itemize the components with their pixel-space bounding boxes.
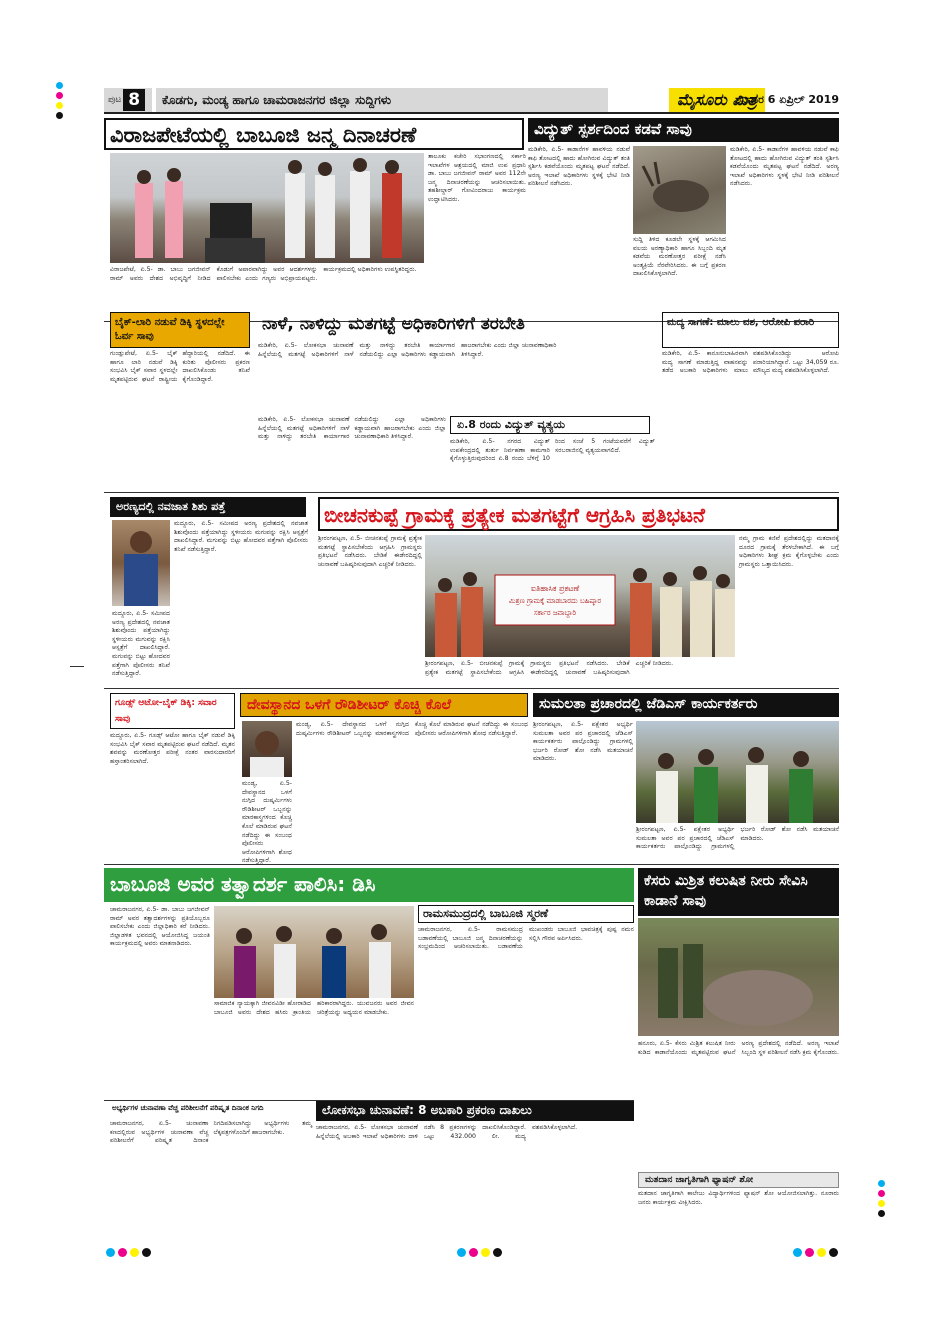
story-17-body: ಮತದಾನ ಜಾಗೃತಿಗಾಗಿ ಕಾಲೇಜು ವಿದ್ಯಾರ್ಥಿಗಳಿಂದ ಫ್ಯಾಷನ್ ಶೋ ಆಯೋಜಿಸಲಾಗಿತ್ತು. ನೂರಾರು ಜನರು ಕಾರ್ಯಕ್ರಮ ವೀಕ್ಷಿಸಿದರು.	[638, 1190, 839, 1206]
registration-dot-cyan	[793, 1248, 802, 1257]
story-7-body-continued: ಮದ್ದೂರು, ಏ.5- ಸಮೀಪದ ಅರಣ್ಯ ಪ್ರದೇಶದಲ್ಲಿ ನವಜಾತ ಶಿಶುವೊಂದು ಪತ್ತೆಯಾಗಿದ್ದು ಸ್ಥಳೀಯರು ಮಗುವನ್ನು ರಕ್ಷಿಸಿ ಆಸ್ಪತ್ರೆಗೆ ದಾಖಲಿಸಿದ್ದಾರೆ. ಮಗುವನ್ನು ಬಿಟ್ಟು ಹೋದವರ ಪತ್ತೆಗಾಗಿ ಪೊಲೀಸರು ತನಿಖೆ ನಡೆಸುತ್ತಿದ್ದಾರೆ.	[112, 610, 170, 678]
headline-3: ಬೈಕ್-ಲಾರಿ ನಡುವೆ ಡಿಕ್ಕಿ ಸ್ಥಳದಲ್ಲೇ ಓರ್ವ ಸಾವು	[110, 312, 250, 348]
story-8-column-1: ಶ್ರೀರಂಗಪಟ್ಟಣ, ಏ.5- ಬೀಚನಕುಪ್ಪೆ ಗ್ರಾಮಕ್ಕೆ ಪ್ರತ್ಯೇಕ ಮತಗಟ್ಟೆ ಸ್ಥಾಪಿಸಬೇಕೆಂದು ಆಗ್ರಹಿಸಿ ಗ್ರಾಮಸ್ಥರು ಪ್ರತಿಭಟನೆ ನಡೆಸಿದರು. ಬೇಡಿಕೆ ಈಡೇರದಿದ್ದಲ್ಲಿ ಚುನಾವಣೆ ಬಹಿಷ್ಕರಿಸುವುದಾಗಿ ಎಚ್ಚರಿಕೆ ನೀಡಿದರು.	[318, 535, 422, 568]
headline-5	[662, 312, 839, 348]
story-6-body: ಮಡಿಕೇರಿ, ಏ.5- ನಗರದ ವಿದ್ಯುತ್ ಉಪಕೇಂದ್ರದಲ್ಲಿ ತುರ್ತು ನಿರ್ವಹಣಾ ಕಾಮಗಾರಿ ಕೈಗೊಳ್ಳುತ್ತಿರುವುದರಿಂದ ಏ.8 ರಂದು ಬೆಳಿಗ್ಗೆ 10 ರಿಂದ ಸಂಜೆ 5 ಗಂಟೆಯವರೆಗೆ ವಿದ್ಯುತ್ ಸರಬರಾಜಿನಲ್ಲಿ ವ್ಯತ್ಯಯವಾಗಲಿದೆ.	[450, 438, 655, 463]
page-header	[104, 88, 839, 114]
headline-1: ವಿರಾಜಪೇಟೆಯಲ್ಲಿ ಬಾಬೂಜಿ ಜನ್ಮ ದಿನಾಚರಣೆ	[104, 118, 524, 150]
registration-dot-magenta	[118, 1248, 127, 1257]
story-12-column-1: ಚಾಮರಾಜನಗರ, ಏ.5- ಡಾ. ಬಾಬು ಜಗಜೀವನ್ ರಾಮ್ ಅವರ ತತ್ವಾದರ್ಶಗಳನ್ನು ಪ್ರತಿಯೊಬ್ಬರೂ ಪಾಲಿಸಬೇಕು ಎಂದು ಜಿಲ್ಲಾಧಿಕಾರಿ ಕರೆ ನೀಡಿದರು. ಜಿಲ್ಲಾಡಳಿತ ಭವನದಲ್ಲಿ ಆಯೋಜಿಸಿದ್ದ ಜಯಂತಿ ಕಾರ್ಯಕ್ರಮದಲ್ಲಿ ಅವರು ಮಾತನಾಡಿದರು.	[110, 906, 210, 948]
registration-dot-black	[142, 1248, 151, 1257]
headline-10: ದೇವಸ್ಥಾನದ ಒಳಗೆ ರೌಡಿಶೀಟರ್ ಕೊಚ್ಚಿ ಕೊಲೆ	[240, 693, 528, 717]
headline-15: ಅಭ್ಯರ್ಥಿಗಳ ಚುನಾವಣಾ ವೆಚ್ಚ ಪರಿಶೀಲನೆಗೆ ಪರಿಷ್ಕೃತ ದಿನಾಂಕ ನಿಗದಿ	[112, 1104, 264, 1112]
story-12-column-2: ಸಾಮಾಜಿಕ ನ್ಯಾಯಕ್ಕಾಗಿ ಜೀವನವಿಡೀ ಹೋರಾಡಿದ ಬಾಬೂಜಿ ಅವರು ದೇಶದ ಹಸಿರು ಕ್ರಾಂತಿಯ ಹರಿಕಾರರಾಗಿದ್ದರು. ಯುವಜನರು ಅವರ ಜೀವನ ಚರಿತ್ರೆಯನ್ನು ಅಧ್ಯಯನ ಮಾಡಬೇಕು.	[214, 1000, 414, 1016]
photo-village-protest	[425, 535, 735, 657]
registration-dot-magenta	[878, 1190, 885, 1197]
story-2-column-1: ಮಡಿಕೇರಿ, ಏ.5- ಕಾಡಾನೆಗಳ ಹಾವಳಿಯ ನಡುವೆ ಕಾಫಿ ತೋಟದಲ್ಲಿ ಹಾದು ಹೋಗಿರುವ ವಿದ್ಯುತ್ ತಂತಿ ಸ್ಪರ್ಶಿಸಿ ಕಡವೆಯೊಂದು ಮೃತಪಟ್ಟ ಘಟನೆ ನಡೆದಿದೆ. ಅರಣ್ಯ ಇಲಾಖೆ ಅಧಿಕಾರಿಗಳು ಸ್ಥಳಕ್ಕೆ ಭೇಟಿ ನೀಡಿ ಪರಿಶೀಲನೆ ನಡೆಸಿದರು.	[528, 146, 630, 188]
story-2-column-3: ಮಡಿಕೇರಿ, ಏ.5- ಕಾಡಾನೆಗಳ ಹಾವಳಿಯ ನಡುವೆ ಕಾಫಿ ತೋಟದಲ್ಲಿ ಹಾದು ಹೋಗಿರುವ ವಿದ್ಯುತ್ ತಂತಿ ಸ್ಪರ್ಶಿಸಿ ಕಡವೆಯೊಂದು ಮೃತಪಟ್ಟ ಘಟನೆ ನಡೆದಿದೆ. ಅರಣ್ಯ ಇಲಾಖೆ ಅಧಿಕಾರಿಗಳು ಸ್ಥಳಕ್ಕೆ ಭೇಟಿ ನೀಡಿ ಪರಿಶೀಲನೆ ನಡೆಸಿದರು.	[730, 146, 839, 188]
banner-line-1: ಐತಿಹಾಸಿಕ ಪ್ರಕಟಣೆ	[530, 584, 580, 593]
registration-dot-cyan	[56, 82, 63, 89]
photo-newborn-rescue	[112, 520, 170, 606]
story-11-column-2: ಶ್ರೀರಂಗಪಟ್ಟಣ, ಏ.5- ಪಕ್ಷೇತರ ಅಭ್ಯರ್ಥಿ ಸುಮಲತಾ ಅವರ ಪರ ಪ್ರಚಾರದಲ್ಲಿ ಜೆಡಿಎಸ್ ಕಾರ್ಯಕರ್ತರು ಪಾಲ್ಗೊಂಡಿದ್ದು ಗ್ರಾಮಗಳಲ್ಲಿ ಭರ್ಜರಿ ರೋಡ್ ಶೋ ನಡೆಸಿ ಮತಯಾಚನೆ ಮಾಡಿದರು.	[636, 826, 839, 851]
headline-16	[316, 1101, 634, 1121]
headline-8: ಬೀಚನಕುಪ್ಪೆ ಗ್ರಾಮಕ್ಕೆ ಪ್ರತ್ಯೇಕ ಮತಗಟ್ಟೆಗೆ ಆಗ್ರಹಿಸಿ ಪ್ರತಿಭಟನೆ	[318, 497, 839, 531]
story-4-body: ಮಡಿಕೇರಿ, ಏ.5- ಲೋಕಸಭಾ ಚುನಾವಣೆ ಹಿನ್ನೆಲೆಯಲ್ಲಿ ಮತಗಟ್ಟೆ ಅಧಿಕಾರಿಗಳಿಗೆ ನಾಳೆ ಮತ್ತು ನಾಳಿದ್ದು ತರಬೇತಿ ಕಾರ್ಯಾಗಾರ ನಡೆಯಲಿದ್ದು ಎಲ್ಲಾ ಅಧಿಕಾರಿಗಳು ಕಡ್ಡಾಯವಾಗಿ ಹಾಜರಾಗಬೇಕು ಎಂದು ಜಿಲ್ಲಾ ಚುನಾವಣಾಧಿಕಾರಿ ತಿಳಿಸಿದ್ದಾರೆ.	[258, 342, 557, 358]
issue-date: ಶನಿವಾರ 6 ಏಪ್ರಿಲ್ 2019	[735, 93, 839, 106]
headline-9	[110, 693, 235, 729]
headline-17: ಮತದಾನ ಜಾಗೃತಿಗಾಗಿ ಫ್ಯಾಷನ್ ಶೋ	[638, 1172, 839, 1188]
registration-dot-black	[829, 1248, 838, 1257]
story-4-body-continued: ಮಡಿಕೇರಿ, ಏ.5- ಲೋಕಸಭಾ ಚುನಾವಣೆ ಹಿನ್ನೆಲೆಯಲ್ಲಿ ಮತಗಟ್ಟೆ ಅಧಿಕಾರಿಗಳಿಗೆ ನಾಳೆ ಮತ್ತು ನಾಳಿದ್ದು ತರಬೇತಿ ಕಾರ್ಯಾಗಾರ ನಡೆಯಲಿದ್ದು ಎಲ್ಲಾ ಅಧಿಕಾರಿಗಳು ಕಡ್ಡಾಯವಾಗಿ ಹಾಜರಾಗಬೇಕು ಎಂದು ಜಿಲ್ಲಾ ಚುನಾವಣಾಧಿಕಾರಿ ತಿಳಿಸಿದ್ದಾರೆ.	[258, 416, 446, 441]
headline-9-text: ಗೂಡ್ಸ್ ಆಟೋ-ಬೈಕ್ ಡಿಕ್ಕಿ: ಸವಾರ ಸಾವು	[115, 698, 217, 724]
photo-victim	[242, 721, 292, 777]
photo-campaign-rally	[636, 721, 839, 823]
headline-4: ನಾಳೆ, ನಾಳಿದ್ದು ಮತಗಟ್ಟೆ ಅಧಿಕಾರಿಗಳಿಗೆ ತರಬೇತಿ	[262, 314, 525, 334]
headline-11: ಸುಮಲತಾ ಪ್ರಚಾರದಲ್ಲಿ ಜೆಡಿಎಸ್ ಕಾರ್ಯಕರ್ತರು	[533, 693, 839, 717]
registration-dot-cyan	[457, 1248, 466, 1257]
story-7-body: ಮದ್ದೂರು, ಏ.5- ಸಮೀಪದ ಅರಣ್ಯ ಪ್ರದೇಶದಲ್ಲಿ ನವಜಾತ ಶಿಶುವೊಂದು ಪತ್ತೆಯಾಗಿದ್ದು ಸ್ಥಳೀಯರು ಮಗುವನ್ನು ರಕ್ಷಿಸಿ ಆಸ್ಪತ್ರೆಗೆ ದಾಖಲಿಸಿದ್ದಾರೆ. ಮಗುವನ್ನು ಬಿಟ್ಟು ಹೋದವರ ಪತ್ತೆಗಾಗಿ ಪೊಲೀಸರು ತನಿಖೆ ನಡೆಸುತ್ತಿದ್ದಾರೆ.	[174, 520, 308, 553]
registration-dot-yellow	[56, 102, 63, 109]
registration-dot-magenta	[469, 1248, 478, 1257]
registration-dot-yellow	[817, 1248, 826, 1257]
story-2-column-2: ಸುದ್ದಿ ತಿಳಿದ ಕೂಡಲೇ ಸ್ಥಳಕ್ಕೆ ಆಗಮಿಸಿದ ವಲಯ ಅರಣ್ಯಾಧಿಕಾರಿ ಹಾಗೂ ಸಿಬ್ಬಂದಿ ಮೃತ ಕಡವೆಯ ಮರಣೋತ್ತರ ಪರೀಕ್ಷೆ ನಡೆಸಿ ಅಂತ್ಯಕ್ರಿಯೆ ನೆರವೇರಿಸಿದರು. ಈ ಬಗ್ಗೆ ಪ್ರಕರಣ ದಾಖಲಿಸಿಕೊಳ್ಳಲಾಗಿದೆ.	[633, 236, 726, 278]
photo-jayanti-event	[110, 153, 424, 263]
story-1-column-2: ವಿರಾಜಪೇಟೆ, ಏ.5- ಡಾ. ಬಾಬು ಜಗಜೀವನ್ ರಾಮ್ ಅವರು ದೇಶದ ಅಭಿವೃದ್ಧಿಗೆ ನೀಡಿದ ಕೊಡುಗೆ ಅಪಾರವಾಗಿದ್ದು ಅವರ ಆದರ್ಶಗಳನ್ನು ಪಾಲಿಸಬೇಕು ಎಂದು ಗಣ್ಯರು ಅಭಿಪ್ರಾಯಪಟ್ಟರು. ಕಾರ್ಯಕ್ರಮದಲ್ಲಿ ಅಧಿಕಾರಿಗಳು ಉಪಸ್ಥಿತರಿದ್ದರು.	[110, 266, 417, 282]
page-number-box	[104, 88, 152, 112]
registration-dot-cyan	[878, 1180, 885, 1187]
banner-line-2: ಮಿಶ್ರಣ ಗ್ರಾಮಕ್ಕೆ ಮಾಡಬಾರದು ಬಹಿಷ್ಕಾರ	[508, 597, 602, 605]
section-title: ಕೊಡಗು, ಮಂಡ್ಯ ಹಾಗೂ ಚಾಮರಾಜನಗರ ಜಿಲ್ಲಾ ಸುದ್ದಿಗಳು	[156, 88, 608, 112]
story-1-column-1: ತಾಲೂಕು ಕಚೇರಿ ಸಭಾಂಗಣದಲ್ಲಿ ಸರ್ಕಾರಿ ಇಲಾಖೆಗಳ ಆಶ್ರಯದಲ್ಲಿ ಮಾಜಿ ಉಪ ಪ್ರಧಾನಿ ಡಾ. ಬಾಬು ಜಗಜೀವನ್ ರಾಮ್ ಅವರ 112ನೇ ಜನ್ಮ ದಿನಾಚರಣೆಯನ್ನು ಆಚರಿಸಲಾಯಿತು. ತಹಶೀಲ್ದಾರ್ ಗೋವಿಂದರಾಜು ಕಾರ್ಯಕ್ರಮ ಉದ್ಘಾಟಿಸಿದರು.	[428, 153, 526, 203]
story-15-body: ಚಾಮರಾಜನಗರ, ಏ.5- ಚುನಾವಣಾ ಕಣದಲ್ಲಿರುವ ಅಭ್ಯರ್ಥಿಗಳ ಚುನಾವಣಾ ವೆಚ್ಚ ಪರಿಶೀಲನೆಗೆ ಪರಿಷ್ಕೃತ ದಿನಾಂಕ ನಿಗದಿಪಡಿಸಲಾಗಿದ್ದು ಅಭ್ಯರ್ಥಿಗಳು ತಮ್ಮ ಲೆಕ್ಕಪತ್ರಗಳೊಂದಿಗೆ ಹಾಜರಾಗಬೇಕು.	[110, 1120, 312, 1145]
page-number: 8	[123, 89, 145, 111]
registration-dot-cyan	[106, 1248, 115, 1257]
story-9-body: ಮದ್ದೂರು, ಏ.5- ಗೂಡ್ಸ್ ಆಟೋ ಹಾಗೂ ಬೈಕ್ ನಡುವೆ ಡಿಕ್ಕಿ ಸಂಭವಿಸಿ ಬೈಕ್ ಸವಾರ ಮೃತಪಟ್ಟಿರುವ ಘಟನೆ ನಡೆದಿದೆ. ಮೃತನ ಶವವನ್ನು ಮರಣೋತ್ತರ ಪರೀಕ್ಷೆ ನಂತರ ವಾರಸುದಾರರಿಗೆ ಹಸ್ತಾಂತರಿಸಲಾಗಿದೆ.	[110, 732, 235, 765]
headline-12: ಬಾಬೂಜಿ ಅವರ ತತ್ವಾದರ್ಶ ಪಾಲಿಸಿ: ಡಿಸಿ	[104, 868, 634, 902]
divider	[104, 688, 839, 689]
registration-dot-yellow	[130, 1248, 139, 1257]
story-11-column-1: ಶ್ರೀರಂಗಪಟ್ಟಣ, ಏ.5- ಪಕ್ಷೇತರ ಅಭ್ಯರ್ಥಿ ಸುಮಲತಾ ಅವರ ಪರ ಪ್ರಚಾರದಲ್ಲಿ ಜೆಡಿಎಸ್ ಕಾರ್ಯಕರ್ತರು ಪಾಲ್ಗೊಂಡಿದ್ದು ಗ್ರಾಮಗಳಲ್ಲಿ ಭರ್ಜರಿ ರೋಡ್ ಶೋ ನಡೆಸಿ ಮತಯಾಚನೆ ಮಾಡಿದರು.	[533, 721, 633, 763]
story-10-body: ಮಂಡ್ಯ, ಏ.5- ದೇವಸ್ಥಾನದ ಒಳಗೆ ನುಗ್ಗಿದ ದುಷ್ಕರ್ಮಿಗಳು ರೌಡಿಶೀಟರ್ ಒಬ್ಬನನ್ನು ಮಾರಕಾಸ್ತ್ರಗಳಿಂದ ಕೊಚ್ಚಿ ಕೊಲೆ ಮಾಡಿರುವ ಘಟನೆ ನಡೆದಿದ್ದು ಈ ಸಂಬಂಧ ಪೊಲೀಸರು ಆರೋಪಿಗಳಿಗಾಗಿ ಶೋಧ ನಡೆಸುತ್ತಿದ್ದಾರೆ.	[296, 721, 528, 737]
story-14-body: ಚಾಮರಾಜನಗರ, ಏ.5- ರಾಮಸಮುದ್ರ ಬಡಾವಣೆಯಲ್ಲಿ ಬಾಬೂಜಿ ಜನ್ಮ ದಿನಾಚರಣೆಯನ್ನು ಸಂಭ್ರಮದಿಂದ ಆಚರಿಸಲಾಯಿತು. ಬಡಾವಣೆಯ ಮುಖಂಡರು ಬಾಬೂಜಿ ಭಾವಚಿತ್ರಕ್ಕೆ ಪುಷ್ಪ ನಮನ ಸಲ್ಲಿಸಿ ಗೌರವ ಅರ್ಪಿಸಿದರು.	[418, 926, 634, 951]
photo-dead-sambar	[633, 146, 726, 234]
registration-dot-magenta	[56, 92, 63, 99]
story-8-column-2: ಶ್ರೀರಂಗಪಟ್ಟಣ, ಏ.5- ಬೀಚನಕುಪ್ಪೆ ಗ್ರಾಮಕ್ಕೆ ಪ್ರತ್ಯೇಕ ಮತಗಟ್ಟೆ ಸ್ಥಾಪಿಸಬೇಕೆಂದು ಆಗ್ರಹಿಸಿ ಗ್ರಾಮಸ್ಥರು ಪ್ರತಿಭಟನೆ ನಡೆಸಿದರು. ಬೇಡಿಕೆ ಈಡೇರದಿದ್ದಲ್ಲಿ ಚುನಾವಣೆ ಬಹಿಷ್ಕರಿಸುವುದಾಗಿ ಎಚ್ಚರಿಕೆ ನೀಡಿದರು.	[425, 660, 674, 676]
registration-dot-black	[878, 1210, 885, 1217]
page-label: ಪುಟ	[108, 95, 122, 105]
divider	[104, 864, 839, 865]
registration-dot-yellow	[481, 1248, 490, 1257]
fold-mark	[70, 666, 84, 667]
headline-14: ರಾಮಸಮುದ್ರದಲ್ಲಿ ಬಾಬೂಜಿ ಸ್ಮರಣೆ	[418, 905, 634, 923]
registration-dot-yellow	[878, 1200, 885, 1207]
headline-5-text: ಮದ್ಯ ಸಾಗಣೆ: ಮಾಲು ವಶ, ಆರೋಪಿ ಪರಾರಿ	[667, 317, 815, 328]
headline-6: ಏ.8 ರಂದು ವಿದ್ಯುತ್ ವ್ಯತ್ಯಯ	[450, 416, 650, 434]
headline-13	[638, 868, 839, 916]
story-8-side-column: ನಮ್ಮ ಗ್ರಾಮ ಕಣಿವೆ ಪ್ರದೇಶದಲ್ಲಿದ್ದು ಮತದಾನಕ್ಕೆ ದೂರದ ಗ್ರಾಮಕ್ಕೆ ತೆರಳಬೇಕಾಗಿದೆ. ಈ ಬಗ್ಗೆ ಅಧಿಕಾರಿಗಳು ಶೀಘ್ರ ಕ್ರಮ ಕೈಗೊಳ್ಳಬೇಕು ಎಂದು ಗ್ರಾಮಸ್ಥರು ಒತ್ತಾಯಿಸಿದರು.	[739, 535, 839, 568]
headline-2: ವಿದ್ಯುತ್ ಸ್ಪರ್ಶದಿಂದ ಕಡವೆ ಸಾವು	[528, 118, 839, 142]
divider	[104, 492, 839, 493]
masthead-brand[interactable]: ಮೈಸೂರು ಮಿತ್ರ	[669, 88, 765, 112]
headline-7: ಅರಣ್ಯದಲ್ಲಿ ನವಜಾತ ಶಿಶು ಪತ್ತೆ	[110, 497, 306, 517]
banner-line-3: ಸರ್ಕಾರ ಜವಾಬ್ದಾರಿ	[533, 609, 577, 617]
registration-dot-magenta	[805, 1248, 814, 1257]
photo-dead-elephant	[638, 918, 839, 1036]
headline-16-text: ಲೋಕಸಭಾ ಚುನಾವಣೆ: 8 ಅಬಕಾರಿ ಪ್ರಕರಣ ದಾಖಲು	[322, 1103, 532, 1117]
registration-dot-black	[56, 112, 63, 119]
registration-dot-black	[493, 1248, 502, 1257]
story-5-body: ಮಡಿಕೇರಿ, ಏ.5- ಕಾನೂನುಬಾಹಿರವಾಗಿ ಮದ್ಯ ಸಾಗಣೆ ಮಾಡುತ್ತಿದ್ದ ವಾಹನವನ್ನು ತಡೆದ ಅಬಕಾರಿ ಅಧಿಕಾರಿಗಳು ಮಾಲು ವಶಪಡಿಸಿಕೊಂಡಿದ್ದು ಆರೋಪಿ ಪರಾರಿಯಾಗಿದ್ದಾನೆ. ಒಟ್ಟು 34,059 ರೂ. ಮೌಲ್ಯದ ಮದ್ಯ ವಶಪಡಿಸಿಕೊಳ್ಳಲಾಗಿದೆ.	[662, 350, 839, 375]
story-10-body-continued: ಮಂಡ್ಯ, ಏ.5- ದೇವಸ್ಥಾನದ ಒಳಗೆ ನುಗ್ಗಿದ ದುಷ್ಕರ್ಮಿಗಳು ರೌಡಿಶೀಟರ್ ಒಬ್ಬನನ್ನು ಮಾರಕಾಸ್ತ್ರಗಳಿಂದ ಕೊಚ್ಚಿ ಕೊಲೆ ಮಾಡಿರುವ ಘಟನೆ ನಡೆದಿದ್ದು ಈ ಸಂಬಂಧ ಪೊಲೀಸರು ಆರೋಪಿಗಳಿಗಾಗಿ ಶೋಧ ನಡೆಸುತ್ತಿದ್ದಾರೆ.	[242, 780, 292, 865]
story-16-body: ಚಾಮರಾಜನಗರ, ಏ.5- ಲೋಕಸಭಾ ಚುನಾವಣೆ ಹಿನ್ನೆಲೆಯಲ್ಲಿ ಅಬಕಾರಿ ಇಲಾಖೆ ಅಧಿಕಾರಿಗಳು ದಾಳಿ ನಡೆಸಿ 8 ಪ್ರಕರಣಗಳನ್ನು ದಾಖಲಿಸಿಕೊಂಡಿದ್ದಾರೆ. ಒಟ್ಟು 432.000 ಲೀ. ಮದ್ಯ ವಶಪಡಿಸಿಕೊಳ್ಳಲಾಗಿದೆ.	[316, 1124, 578, 1140]
story-13-body: ಹನೂರು, ಏ.5- ಕೆಸರು ಮಿಶ್ರಿತ ಕಲುಷಿತ ನೀರು ಕುಡಿದ ಕಾಡಾನೆಯೊಂದು ಮೃತಪಟ್ಟಿರುವ ಘಟನೆ ಅರಣ್ಯ ಪ್ರದೇಶದಲ್ಲಿ ನಡೆದಿದೆ. ಅರಣ್ಯ ಇಲಾಖೆ ಸಿಬ್ಬಂದಿ ಸ್ಥಳ ಪರಿಶೀಲನೆ ನಡೆಸಿ ಕ್ರಮ ಕೈಗೊಂಡರು.	[638, 1040, 839, 1056]
story-3-body: ಗುಂಡ್ಲುಪೇಟೆ, ಏ.5- ಬೈಕ್ ಹಾಗೂ ಲಾರಿ ನಡುವೆ ಡಿಕ್ಕಿ ಸಂಭವಿಸಿ ಬೈಕ್ ಸವಾರ ಸ್ಥಳದಲ್ಲೇ ಮೃತಪಟ್ಟಿರುವ ಘಟನೆ ರಾಷ್ಟ್ರೀಯ ಹೆದ್ದಾರಿಯಲ್ಲಿ ನಡೆದಿದೆ. ಈ ಕುರಿತು ಪೊಲೀಸರು ಪ್ರಕರಣ ದಾಖಲಿಸಿಕೊಂಡು ತನಿಖೆ ಕೈಗೊಂಡಿದ್ದಾರೆ.	[110, 350, 250, 383]
photo-dc-event	[214, 906, 414, 998]
headline-13-text: ಕೆಸರು ಮಿಶ್ರಿತ ಕಲುಷಿತ ನೀರು ಸೇವಿಸಿ ಕಾಡಾನೆ ಸಾವು	[644, 873, 808, 909]
